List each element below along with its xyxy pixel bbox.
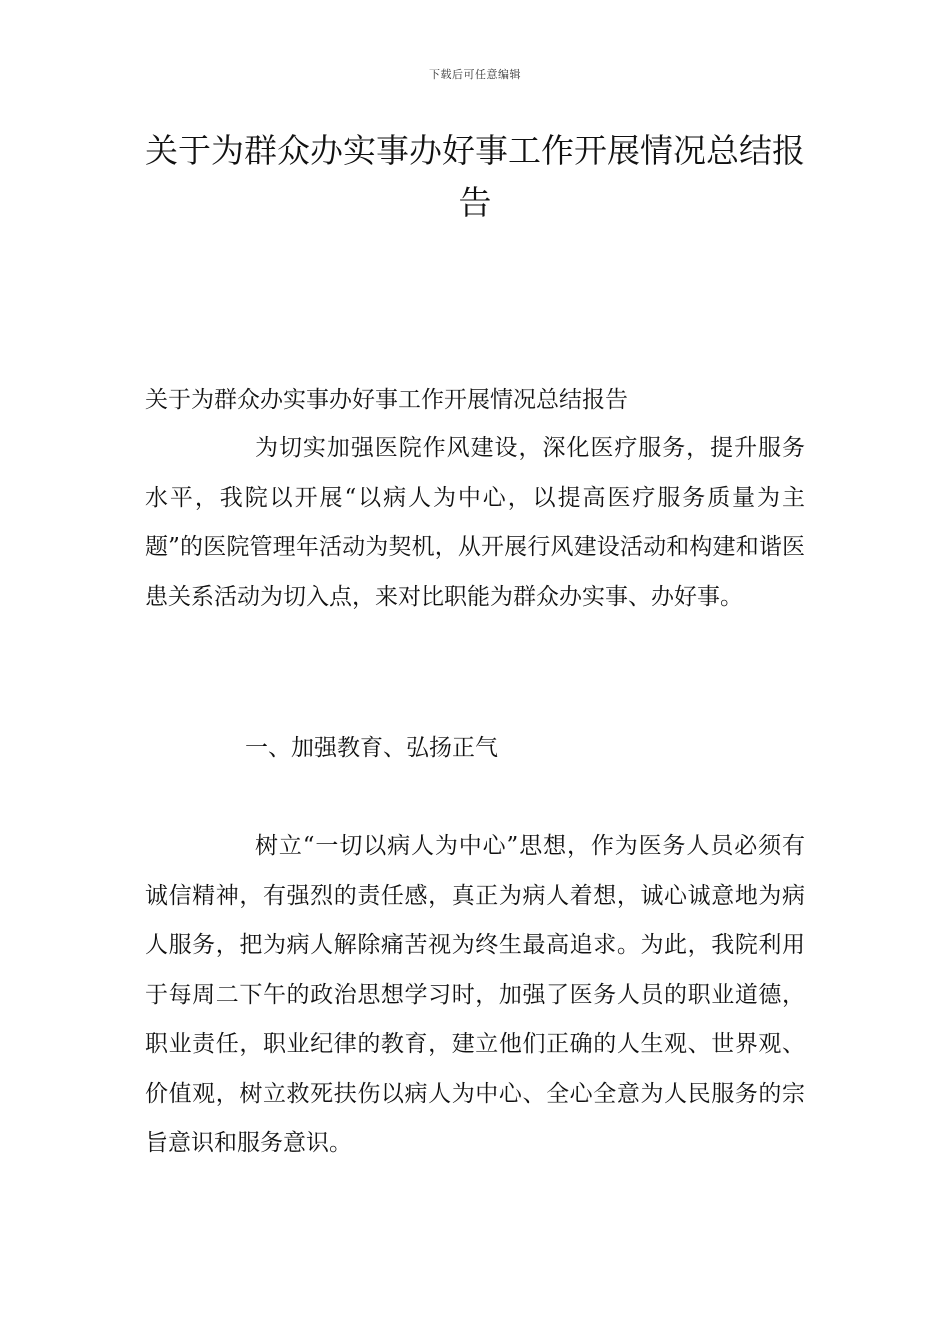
section-paragraph: 树立“一切以病人为中心”思想，作为医务人员必须有诚信精神，有强烈的责任感，真正为病人着想，诚心诚意地为病人服务，把为病人解除痛苦视为终生最高追求。为此，我院利用于每周二下午的政治思想学习时，加强了医务人员的职业道德，职业责任，职业纪律的教育，建立他们正确的人生观、世界观、价值观，树立救死扶伤以病人为中心、全心全意为人民服务的宗旨意识和服务意识。 — [145, 833, 805, 1156]
document-title: 关于为群众办实事办好事工作开展情况总结报告 — [145, 131, 805, 222]
header-note: 下载后可任意编辑 — [429, 68, 521, 81]
intro-paragraph: 为切实加强医院作风建设，深化医疗服务，提升服务水平，我院以开展“以病人为中心，以提高医疗服务质量为主题”的医院管理年活动为契机，从开展行风建设活动和构建和谐医患关系活动为切入点，来对比职能为群众办实事、办好事。 — [145, 435, 805, 610]
document-subtitle: 关于为群众办实事办好事工作开展情况总结报告 — [145, 387, 628, 413]
section-heading: 一、加强教育、弘扬正气 — [245, 735, 498, 761]
